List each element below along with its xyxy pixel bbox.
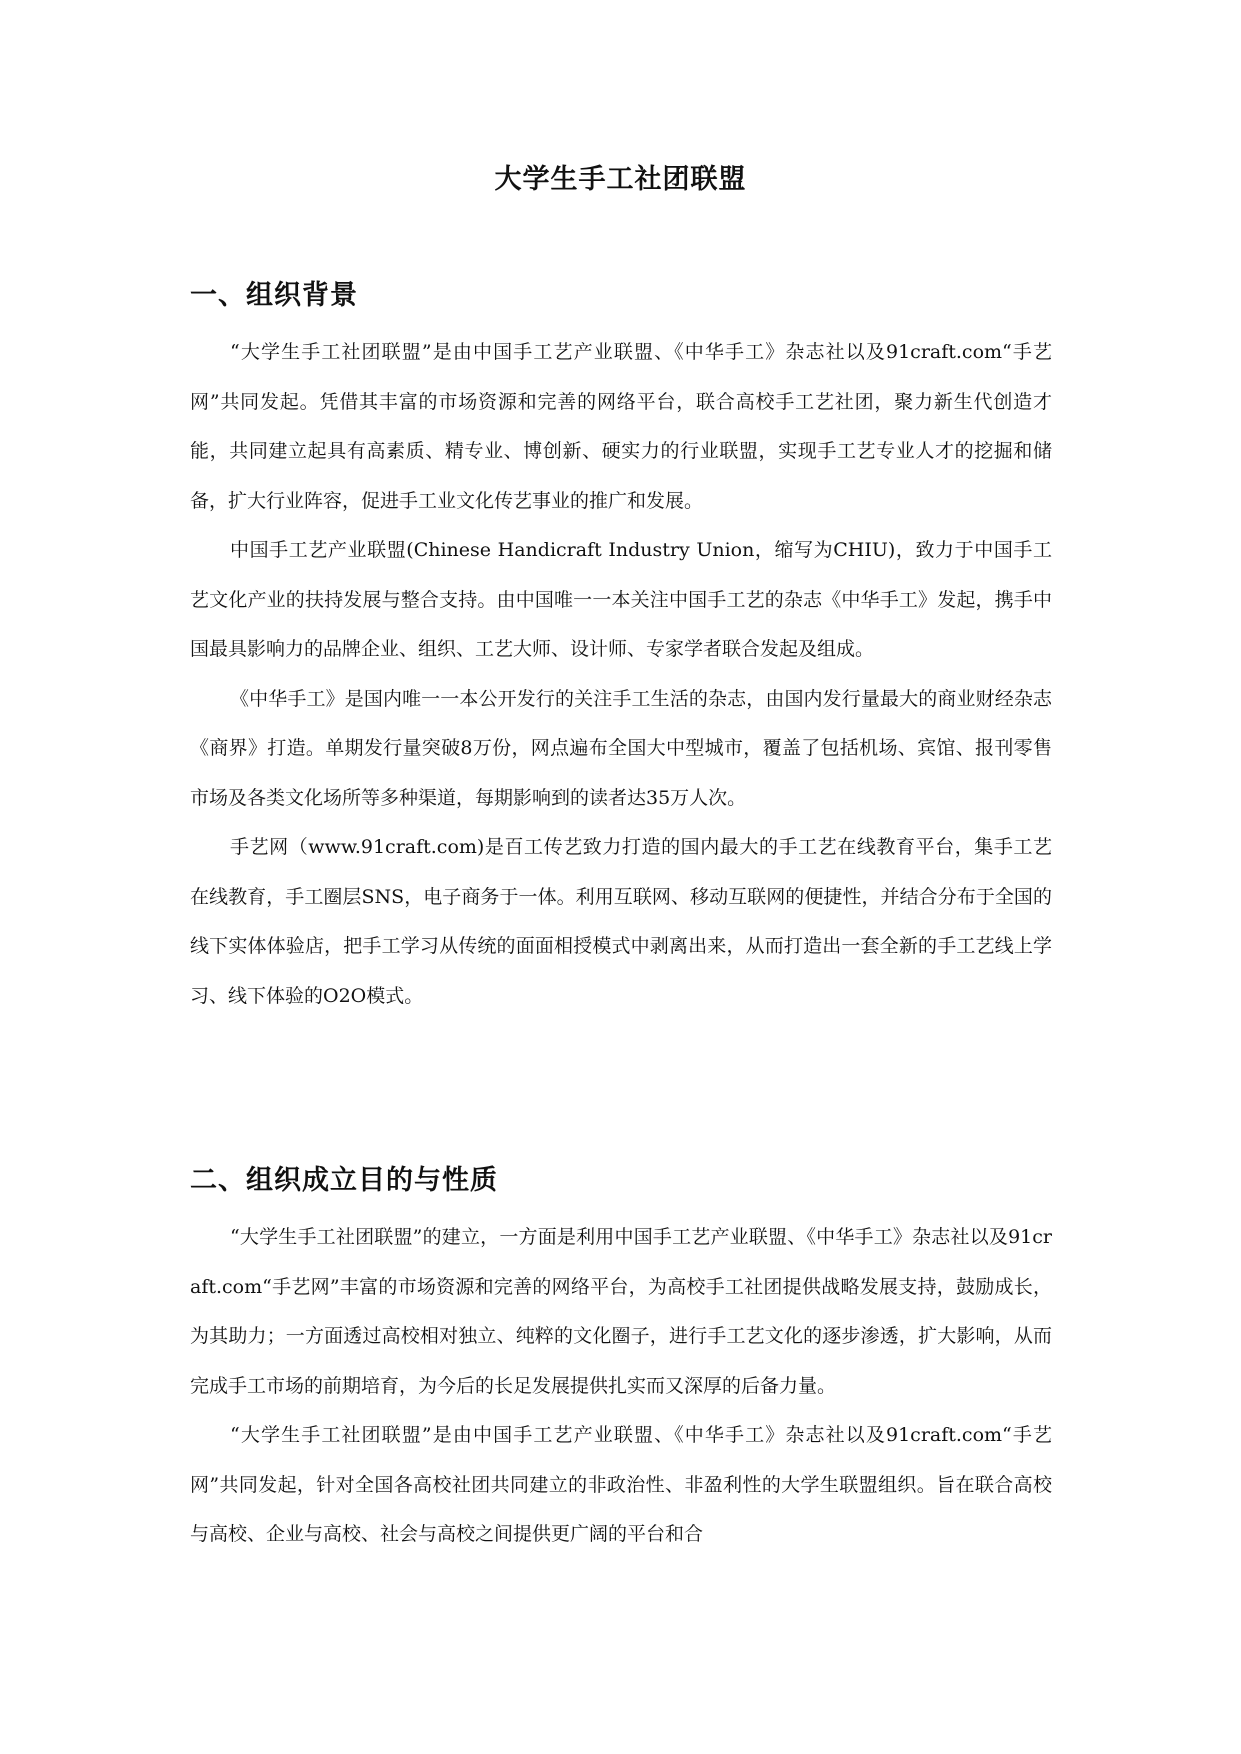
section-background (190, 278, 1052, 1021)
paragraph: “大学生手工社团联盟”是由中国手工艺产业联盟、《中华手工》杂志社以及91craft.com“手艺网”共同发起。凭借其丰富的市场资源和完善的网络平台，联合高校手工艺社团，聚力新生代创造才能，共同建立起具有高素质、精专业、博创新、硬实力的行业联盟，实现手工艺专业人才的挖掘和储备，扩大行业阵容，促进手工业文化传艺事业的推广和发展。 (190, 341, 1052, 512)
paragraph: 手艺网（www.91craft.com)是百工传艺致力打造的国内最大的手工艺在线教育平台，集手工艺在线教育，手工圈层SNS，电子商务于一体。利用互联网、移动互联网的便捷性，并结合分布于全国的线下实体体验店，把手工学习从传统的面面相授模式中剥离出来，从而打造出一套全新的手工艺线上学习、线下体验的O2O模式。 (190, 836, 1052, 1007)
paragraph: “大学生手工社团联盟”的建立，一方面是利用中国手工艺产业联盟、《中华手工》杂志社以及91craft.com“手艺网”丰富的市场资源和完善的网络平台，为高校手工社团提供战略发展支持，鼓励成长，为其助力；一方面透过高校相对独立、纯粹的文化圈子，进行手工艺文化的逐步渗透，扩大影响，从而完成手工市场的前期培育，为今后的长足发展提供扎实而又深厚的后备力量。 (190, 1226, 1052, 1397)
section-purpose (190, 1163, 1052, 1560)
paragraph: “大学生手工社团联盟”是由中国手工艺产业联盟、《中华手工》杂志社以及91craft.com“手艺网”共同发起，针对全国各高校社团共同建立的非政治性、非盈利性的大学生联盟组织。旨在联合高校与高校、企业与高校、社会与高校之间提供更广阔的平台和合 (190, 1424, 1052, 1545)
document-title: 大学生手工社团联盟 (494, 164, 747, 195)
section-heading: 一、组织背景 (190, 280, 358, 311)
paragraph: 中国手工艺产业联盟(Chinese Handicraft Industry Union，缩写为CHIU)，致力于中国手工艺文化产业的扶持发展与整合支持。由中国唯一一本关注中国手工艺的杂志《中华手工》发起，携手中国最具影响力的品牌企业、组织、工艺大师、设计师、专家学者联合发起及组成。 (190, 539, 1052, 660)
section-heading: 二、组织成立目的与性质 (190, 1165, 498, 1196)
paragraph: 《中华手工》是国内唯一一本公开发行的关注手工生活的杂志，由国内发行量最大的商业财经杂志《商界》打造。单期发行量突破8万份，网点遍布全国大中型城市，覆盖了包括机场、宾馆、报刊零售市场及各类文化场所等多种渠道，每期影响到的读者达35万人次。 (190, 687, 1052, 809)
